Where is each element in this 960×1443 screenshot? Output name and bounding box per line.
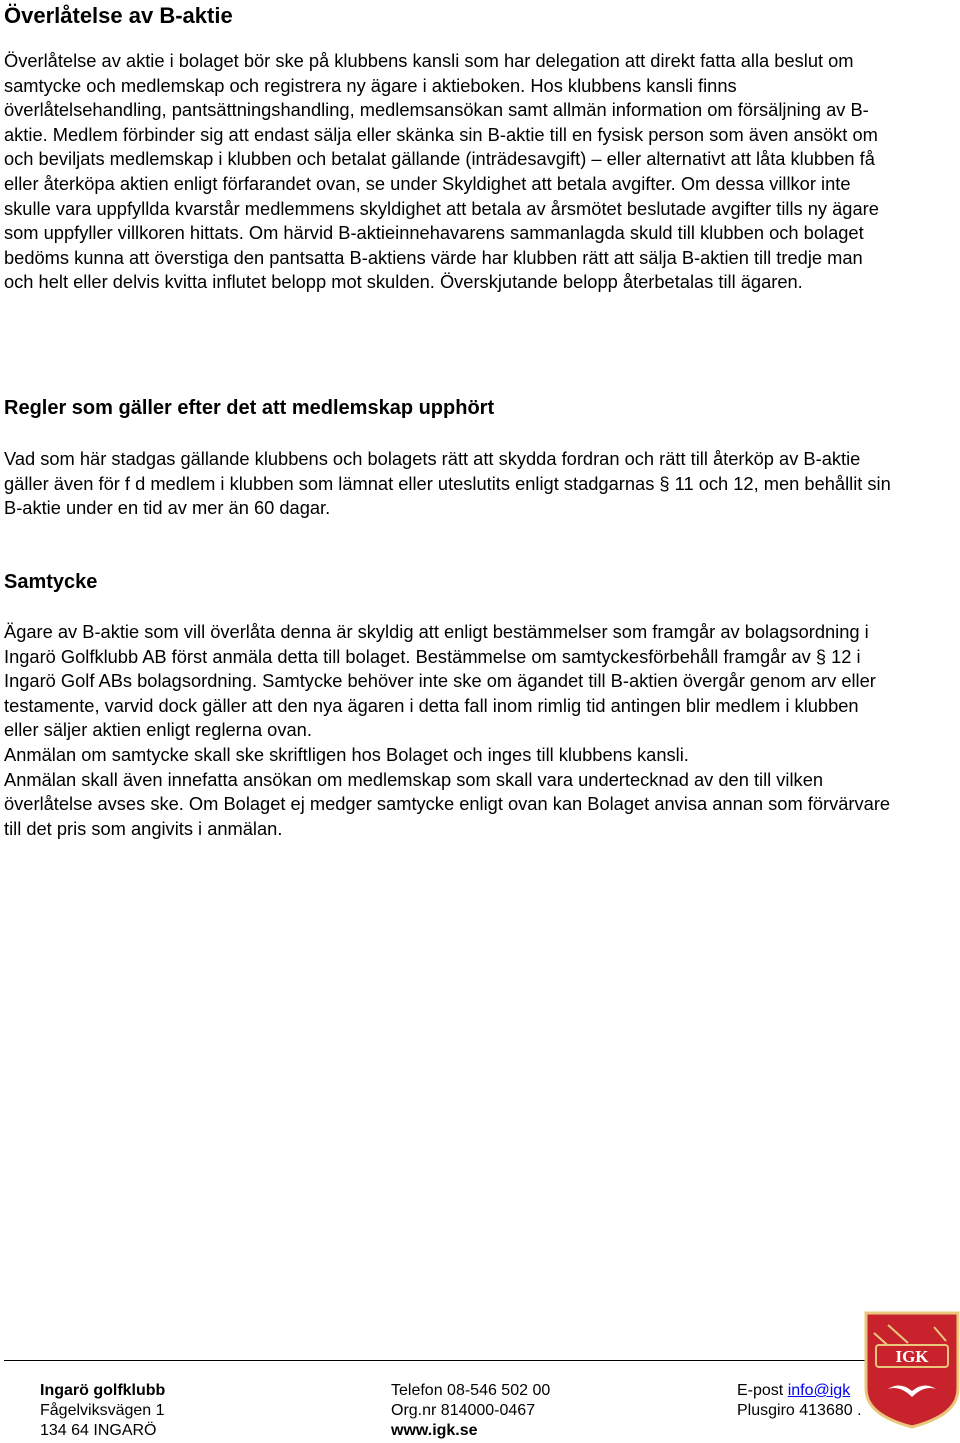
igk-logo bbox=[864, 1311, 960, 1429]
email-row bbox=[737, 1381, 862, 1401]
section-title: Samtycke bbox=[4, 571, 98, 593]
club-name: Ingarö golfklubb bbox=[40, 1382, 166, 1399]
logo-text: IGK bbox=[895, 1347, 929, 1366]
footer-address bbox=[40, 1381, 165, 1441]
footer-divider bbox=[4, 1360, 867, 1361]
email-label: E-post bbox=[737, 1382, 784, 1399]
section-title: Regler som gäller efter det att medlemskap upphört bbox=[4, 397, 495, 419]
section-paragraph: Vad som här stadgas gällande klubbens och bolagets rätt att skydda fordran och rätt till återköp av B-aktie gäller även för f d medlem i klubben som lämnat eller uteslutits enligt stadgarnas § 11 och 12, men behållit sin B-aktie under en tid av mer än 60 dagar. bbox=[4, 448, 891, 519]
email-link[interactable]: info@igk bbox=[787, 1382, 851, 1399]
phone-number: Telefon 08-546 502 00 bbox=[391, 1382, 551, 1399]
footer-contact bbox=[391, 1381, 550, 1441]
section-paragraph: Ägare av B-aktie som vill överlåta denna är skyldig att enligt bestämmelser som framgår av bolagsordning i Ingarö Golfklubb AB först anmäla detta till bolaget. Bestämmelse om samtyckesförbehåll framgår av § 12 i Ingarö Golf ABs bolagsordning. Samtycke behöver inte ske om ägandet till B-aktien övergår genom arv eller testamente, varvid dock gäller att den nya ägaren i detta fall inom rimlig tid antingen blir medlem i klubben eller säljer aktien enligt reglerna ovan. bbox=[4, 621, 876, 741]
section-paragraph: Anmälan om samtycke skall ske skriftligen hos Bolaget och inges till klubbens kansli. bbox=[4, 743, 689, 765]
section-title: Överlåtelse av B-aktie bbox=[4, 3, 233, 28]
section-paragraph: Anmälan skall även innefatta ansökan om medlemskap som skall vara undertecknad av den till vilken överlåtelse avses ske. Om Bolaget ej medger samtycke enligt ovan kan Bolaget anvisa annan som förvärvare till det pris som angivits i anmälan. bbox=[4, 768, 891, 839]
postal-address: 134 64 INGARÖ bbox=[40, 1422, 157, 1439]
website-link[interactable]: www.igk.se bbox=[391, 1422, 478, 1439]
plusgiro: Plusgiro 413680 . bbox=[737, 1402, 862, 1419]
org-number: Org.nr 814000-0467 bbox=[391, 1402, 536, 1419]
section-paragraph: Överlåtelse av aktie i bolaget bör ske på klubbens kansli som har delegation att direkt fatta alla beslut om samtycke och medlemskap och registrera ny ägare i aktieboken. Hos klubbens kansli finns överlåtelsehandling, pantsättningshandling, medlemsansökan samt allmän information om försäljning av B-aktie. Medlem förbinder sig att endast sälja eller skänka sin B-aktie till en fysisk person som även ansökt om och beviljats medlemskap i klubben och betalat gällande (inträdesavgift) – eller alternativt att låta klubben få eller återköpa aktien enligt förfarandet ovan, se under Skyldighet att betala avgifter. Om dessa villkor inte skulle vara uppfyllda kvarstår medlemmens skyldighet att betala av årsmötet beslutade avgifter tills ny ägare som uppfyller villkoren hittats. Om härvid B-aktieinnehavarens sammanlagda skuld till klubben och bolaget bedöms kunna att överstiga den pantsatta B-aktiens värde har klubben rätt att sälja B-aktien till tredje man och helt eller delvis kvitta influtet belopp mot skulden. Överskjutande belopp återbetalas till ägaren. bbox=[4, 50, 879, 293]
footer-payment bbox=[737, 1381, 862, 1421]
section-body bbox=[4, 620, 894, 841]
logo-shield-shape bbox=[866, 1313, 958, 1427]
street-address: Fågelviksvägen 1 bbox=[40, 1402, 165, 1419]
